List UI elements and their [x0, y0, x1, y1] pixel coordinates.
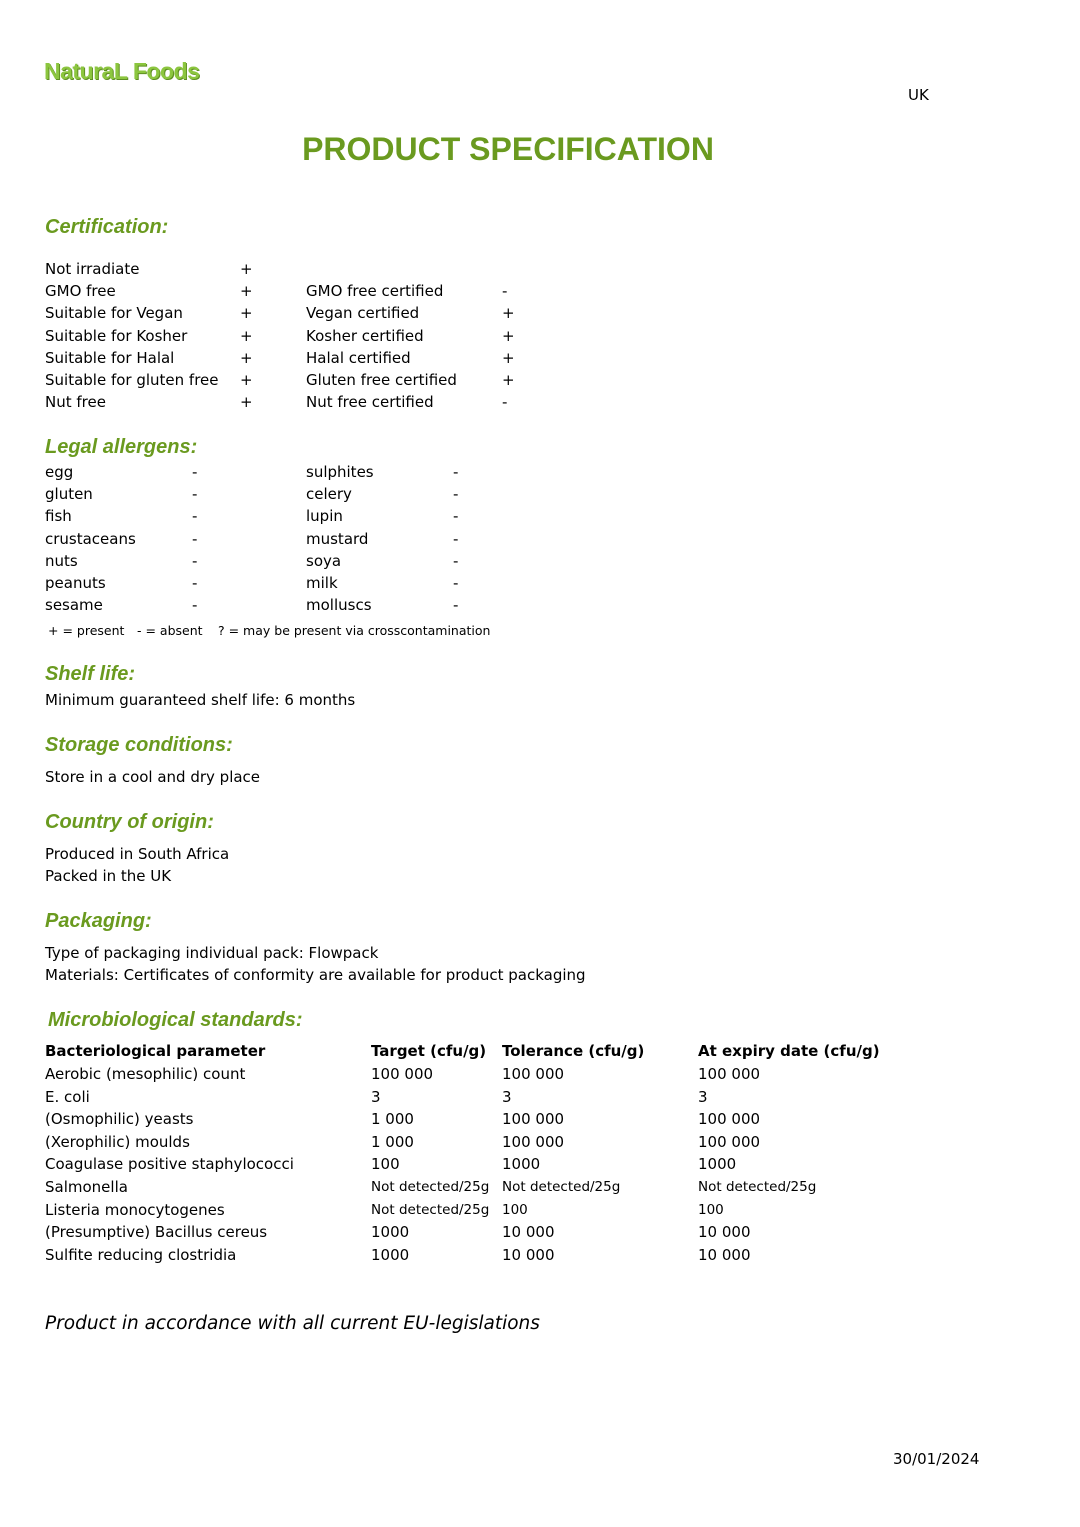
micro-parameter: Coagulase positive staphylococci	[45, 1155, 294, 1174]
micro-value: 100	[502, 1201, 528, 1218]
cert-label: Nut free certified	[306, 393, 434, 412]
allergen-value: -	[453, 507, 459, 526]
micro-value: 100 000	[371, 1065, 434, 1083]
allergen-value: -	[453, 529, 459, 548]
allergen-name: peanuts	[45, 574, 106, 592]
micro-parameter: Sulfite reducing clostridia	[45, 1245, 237, 1264]
allergen-value: -	[453, 485, 459, 504]
micro-parameter: (Presumptive) Bacillus cereus	[45, 1223, 268, 1242]
allergen-value: -	[453, 574, 459, 592]
allergen-value: -	[192, 485, 198, 504]
allergen-name: nuts	[45, 551, 78, 570]
country-code: UK	[908, 86, 929, 104]
cert-label: Suitable for Halal	[45, 348, 175, 367]
cert-label: Nut free	[45, 393, 106, 412]
legend-present: + = present	[48, 623, 125, 638]
cert-label: Suitable for Kosher	[45, 326, 188, 345]
cert-label: Suitable for Vegan	[45, 304, 183, 323]
storage-heading: Storage conditions:	[45, 734, 233, 756]
cert-value: +	[240, 260, 253, 278]
micro-parameter: (Osmophilic) yeasts	[45, 1110, 194, 1129]
micro-heading: Microbiological standards:	[48, 1009, 303, 1031]
micro-value: 100 000	[502, 1132, 565, 1151]
shelf-life-heading: Shelf life:	[45, 663, 136, 685]
micro-value: 100 000	[698, 1132, 761, 1151]
micro-value: 3	[698, 1087, 708, 1106]
micro-value: 1000	[371, 1223, 410, 1242]
origin-heading: Country of origin:	[45, 811, 214, 833]
cert-label: Suitable for gluten free	[45, 371, 219, 389]
allergen-value: -	[453, 463, 459, 481]
allergen-name: sesame	[45, 596, 103, 615]
micro-value: 100 000	[698, 1110, 761, 1129]
micro-value: 10 000	[698, 1245, 751, 1264]
micro-value: 1000	[698, 1155, 737, 1174]
micro-value: 100 000	[698, 1065, 761, 1083]
cert-value: -	[502, 282, 508, 301]
packaging-line: Materials: Certificates of conformity are available for product packaging	[45, 966, 586, 984]
micro-column-header: Bacteriological parameter	[45, 1042, 266, 1060]
micro-parameter: Listeria monocytogenes	[45, 1200, 225, 1219]
micro-value: Not detected/25g	[502, 1179, 621, 1195]
allergen-value: -	[192, 596, 198, 615]
micro-value: 1 000	[371, 1110, 414, 1129]
page-title: PRODUCT SPECIFICATION	[302, 131, 714, 167]
origin-line: Produced in South Africa	[45, 845, 230, 863]
storage-text: Store in a cool and dry place	[45, 768, 261, 786]
cert-value: +	[240, 348, 253, 367]
cert-value: +	[240, 326, 253, 345]
allergen-name: milk	[306, 574, 338, 592]
micro-value: 3	[371, 1087, 381, 1106]
cert-value: -	[502, 393, 508, 412]
micro-parameter: E. coli	[45, 1087, 90, 1106]
micro-value: 100 000	[502, 1065, 565, 1083]
micro-parameter: Salmonella	[45, 1178, 128, 1196]
cert-label: Halal certified	[306, 348, 411, 367]
allergen-value: -	[453, 596, 459, 615]
document-date: 30/01/2024	[893, 1450, 980, 1468]
micro-value: Not detected/25g	[371, 1179, 490, 1195]
micro-value: Not detected/25g	[371, 1201, 490, 1218]
legend-absent: - = absent	[137, 623, 203, 638]
packaging-line: Type of packaging individual pack: Flowpack	[45, 944, 379, 962]
cert-value: +	[502, 304, 515, 323]
micro-value: 3	[502, 1087, 512, 1106]
cert-label: GMO free certified	[306, 282, 444, 301]
legend-maybe: ? = may be present via crosscontamination	[218, 623, 491, 638]
allergen-name: molluscs	[306, 596, 372, 615]
cert-label: Not irradiate	[45, 260, 140, 278]
allergen-name: gluten	[45, 485, 93, 504]
cert-value: +	[502, 326, 515, 345]
micro-parameter: Aerobic (mesophilic) count	[45, 1065, 246, 1083]
micro-value: 100 000	[502, 1110, 565, 1129]
cert-value: +	[502, 348, 515, 367]
micro-column-header: Target (cfu/g)	[371, 1042, 487, 1060]
allergen-value: -	[192, 551, 198, 570]
micro-column-header: At expiry date (cfu/g)	[698, 1042, 880, 1060]
micro-parameter: (Xerophilic) moulds	[45, 1132, 190, 1151]
micro-value: 1000	[371, 1245, 410, 1264]
cert-value: +	[240, 393, 253, 412]
allergen-name: soya	[306, 551, 342, 570]
micro-value: Not detected/25g	[698, 1179, 817, 1195]
cert-label: Kosher certified	[306, 326, 424, 345]
allergen-name: mustard	[306, 529, 369, 548]
cert-value: +	[240, 304, 253, 323]
allergen-name: lupin	[306, 507, 343, 526]
allergen-name: fish	[45, 507, 72, 526]
micro-value: 1 000	[371, 1132, 414, 1151]
allergen-value: -	[192, 507, 198, 526]
packaging-heading: Packaging:	[45, 910, 152, 932]
micro-value: 100	[371, 1155, 400, 1174]
shelf-life-text: Minimum guaranteed shelf life: 6 months	[45, 691, 356, 709]
allergen-value: -	[192, 574, 198, 592]
allergen-name: sulphites	[306, 463, 374, 481]
allergen-name: egg	[45, 463, 74, 481]
allergen-value: -	[453, 551, 459, 570]
cert-label: GMO free	[45, 282, 116, 301]
micro-value: 1000	[502, 1155, 541, 1174]
origin-line: Packed in the UK	[45, 867, 172, 885]
micro-column-header: Tolerance (cfu/g)	[502, 1042, 645, 1060]
cert-value: +	[502, 371, 515, 389]
cert-label: Gluten free certified	[306, 371, 457, 389]
allergen-value: -	[192, 529, 198, 548]
allergens-heading: Legal allergens:	[45, 436, 198, 458]
cert-value: +	[240, 282, 253, 301]
micro-value: 100	[698, 1201, 724, 1218]
certification-heading: Certification:	[45, 216, 169, 238]
micro-value: 10 000	[502, 1223, 555, 1242]
legislation-note: Product in accordance with all current EU-legislations	[45, 1313, 540, 1334]
micro-value: 10 000	[698, 1223, 751, 1242]
allergen-value: -	[192, 463, 198, 481]
micro-value: 10 000	[502, 1245, 555, 1264]
cert-value: +	[240, 371, 253, 389]
allergen-name: celery	[306, 485, 352, 504]
allergen-name: crustaceans	[45, 529, 136, 548]
brand-logo: NaturaL Foods	[44, 58, 200, 84]
cert-label: Vegan certified	[306, 304, 420, 323]
